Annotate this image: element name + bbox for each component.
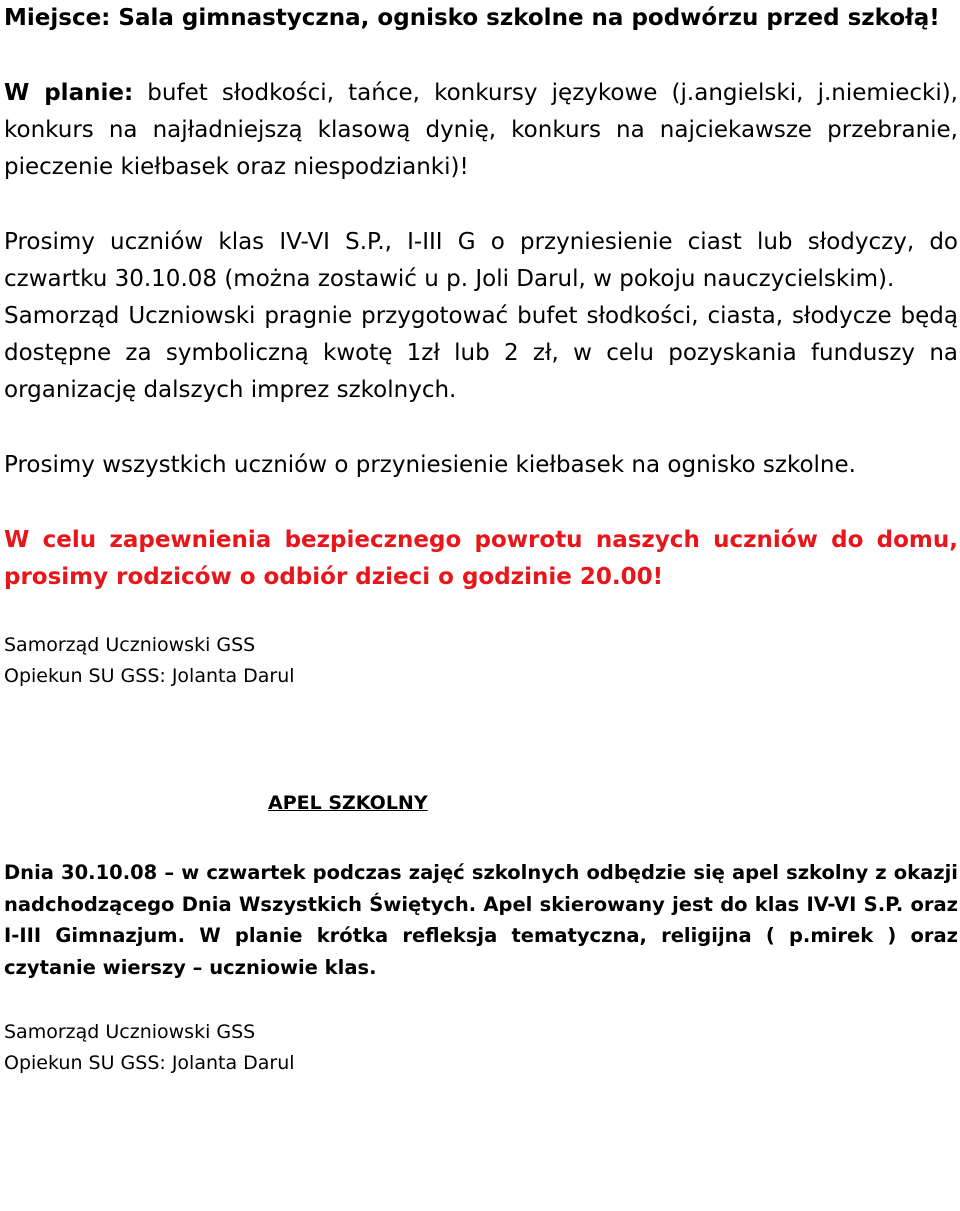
apel-paragraph: Dnia 30.10.08 – w czwartek podczas zajęć szkolnych odbędzie się apel szkolny z okazji nadchodzącego Dnia Wszystkich Świętych. Apel skierowany jest do klas IV-VI S.P. oraz I-III Gimnazjum. W planie krótka refleksja tematyczna, religijna ( p.mirek ) oraz czytanie wierszy – uczniowie klas. [4, 861, 958, 979]
apel-title: APEL SZKOLNY [268, 792, 428, 814]
place-label: Miejsce: [4, 5, 111, 31]
spacer [4, 819, 958, 857]
signature-guardian: Opiekun SU GSS: Jolanta Darul [4, 665, 295, 687]
plan-text: bufet słodkości, tańce, konkursy językowe (j.angielski, j.niemiecki), konkurs na najładniejszą klasową dynię, konkurs na najciekawsze przebranie, pieczenie kiełbasek oraz niespodzianki)! [4, 80, 958, 180]
buffet-paragraph: Samorząd Uczniowski pragnie przygotować bufet słodkości, ciasta, słodycze będą dostępne za symboliczną kwotę 1zł lub 2 zł, w celu pozyskania funduszy na organizację dalszych imprez szkolnych. [4, 303, 958, 403]
spacer [4, 983, 958, 1017]
spacer [4, 596, 958, 630]
safety-notice-paragraph: W celu zapewnienia bezpiecznego powrotu naszych uczniów do domu, prosimy rodziców o odbiór dzieci o godzinie 20.00! [4, 527, 958, 590]
spacer [4, 409, 958, 447]
cakes-request-paragraph: Prosimy uczniów klas IV-VI S.P., I-III G o przyniesienie ciast lub słodyczy, do czwartku 30.10.08 (można zostawić u p. Joli Darul, w pokoju nauczycielskim). [4, 229, 958, 292]
place-paragraph [4, 0, 958, 37]
place-text: Sala gimnastyczna, ognisko szkolne na podwórzu przed szkołą! [110, 5, 940, 31]
spacer [4, 186, 958, 224]
signature-guardian-2: Opiekun SU GSS: Jolanta Darul [4, 1052, 295, 1074]
spacer [4, 37, 958, 75]
plan-paragraph [4, 75, 958, 186]
plan-label: W planie: [4, 80, 134, 106]
signature-org: Samorząd Uczniowski GSS [4, 634, 256, 656]
spacer [4, 484, 958, 522]
signature-org-2: Samorząd Uczniowski GSS [4, 1021, 256, 1043]
document-page [4, 0, 958, 1079]
sausages-request-paragraph: Prosimy wszystkich uczniów o przyniesienie kiełbasek na ognisko szkolne. [4, 452, 856, 478]
spacer [4, 692, 958, 788]
